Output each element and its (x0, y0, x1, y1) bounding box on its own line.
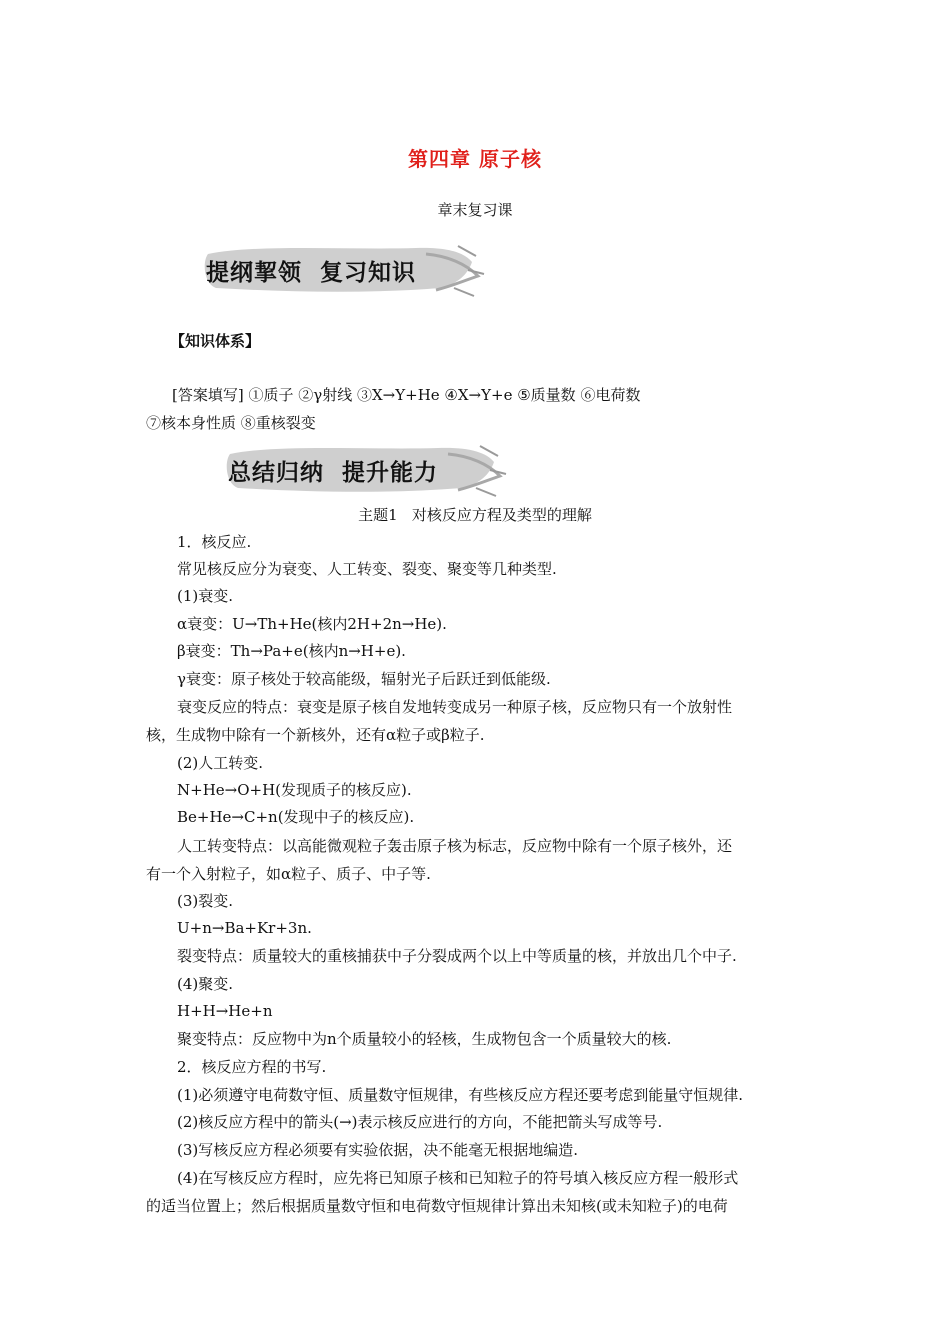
body-line: 1．核反应. (177, 533, 252, 551)
answer-line-2: ⑦核本身性质 ⑧重核裂变 (146, 414, 316, 432)
body-line: 2．核反应方程的书写. (177, 1058, 327, 1076)
body-line: (2)核反应方程中的箭头(→)表示核反应进行的方向，不能把箭头写成等号. (177, 1113, 663, 1131)
body-line: (3)裂变. (177, 892, 234, 910)
body-line: γ衰变：原子核处于较高能级，辐射光子后跃迁到低能级. (177, 670, 551, 688)
topic-title: 主题1 对核反应方程及类型的理解 (358, 506, 592, 524)
body-line: Be+He→C+n(发现中子的核反应). (177, 808, 415, 826)
body-line: (1)衰变. (177, 587, 234, 605)
body-line: 核，生成物中除有一个新核外，还有α粒子或β粒子. (146, 726, 485, 744)
answer-line-1: [答案填写] ①质子 ②γ射线 ③X→Y+He ④X→Y+e ⑤质量数 ⑥电荷数 (172, 386, 641, 404)
body-line: N+He→O+H(发现质子的核反应). (177, 781, 412, 799)
body-line: β衰变：Th→Pa+e(核内n→H+e). (177, 642, 406, 660)
body-line: 人工转变特点：以高能微观粒子轰击原子核为标志，反应物中除有一个原子核外，还 (177, 837, 733, 855)
body-line: (4)在写核反应方程时，应先将已知原子核和已知粒子的符号填入核反应方程一般形式 (177, 1169, 739, 1187)
body-line: H+H→He+n (177, 1002, 273, 1020)
body-line: U+n→Ba+Kr+3n. (177, 919, 312, 937)
chapter-title: 第四章 原子核 (408, 147, 542, 171)
body-line: 裂变特点：质量较大的重核捕获中子分裂成两个以上中等质量的核，并放出几个中子. (177, 947, 737, 965)
summary-banner-text: 总结归纳 提升能力 (228, 460, 439, 486)
review-banner-text: 提纲挈领 复习知识 (206, 260, 417, 286)
body-line: 衰变反应的特点：衰变是原子核自发地转变成另一种原子核，反应物只有一个放射性 (177, 698, 733, 716)
body-line: 有一个入射粒子，如α粒子、质子、中子等. (146, 865, 431, 883)
body-line: 聚变特点：反应物中为n个质量较小的轻核，生成物包含一个质量较大的核. (177, 1030, 672, 1048)
knowledge-heading: 【知识体系】 (170, 332, 261, 350)
body-line: (1)必须遵守电荷数守恒、质量数守恒规律，有些核反应方程还要考虑到能量守恒规律. (177, 1086, 744, 1104)
summary-banner (218, 440, 508, 498)
body-line: (4)聚变. (177, 975, 234, 993)
body-line: 常见核反应分为衰变、人工转变、裂变、聚变等几种类型. (177, 560, 557, 578)
lesson-subtitle: 章末复习课 (437, 201, 513, 219)
body-line: (2)人工转变. (177, 754, 264, 772)
body-line: α衰变：U→Th+He(核内2H+2n→He). (177, 615, 447, 633)
body-line: (3)写核反应方程必须要有实验依据，决不能毫无根据地编造. (177, 1141, 579, 1159)
review-banner (196, 240, 486, 298)
body-line: 的适当位置上；然后根据质量数守恒和电荷数守恒规律计算出未知核(或未知粒子)的电荷 (146, 1197, 728, 1215)
